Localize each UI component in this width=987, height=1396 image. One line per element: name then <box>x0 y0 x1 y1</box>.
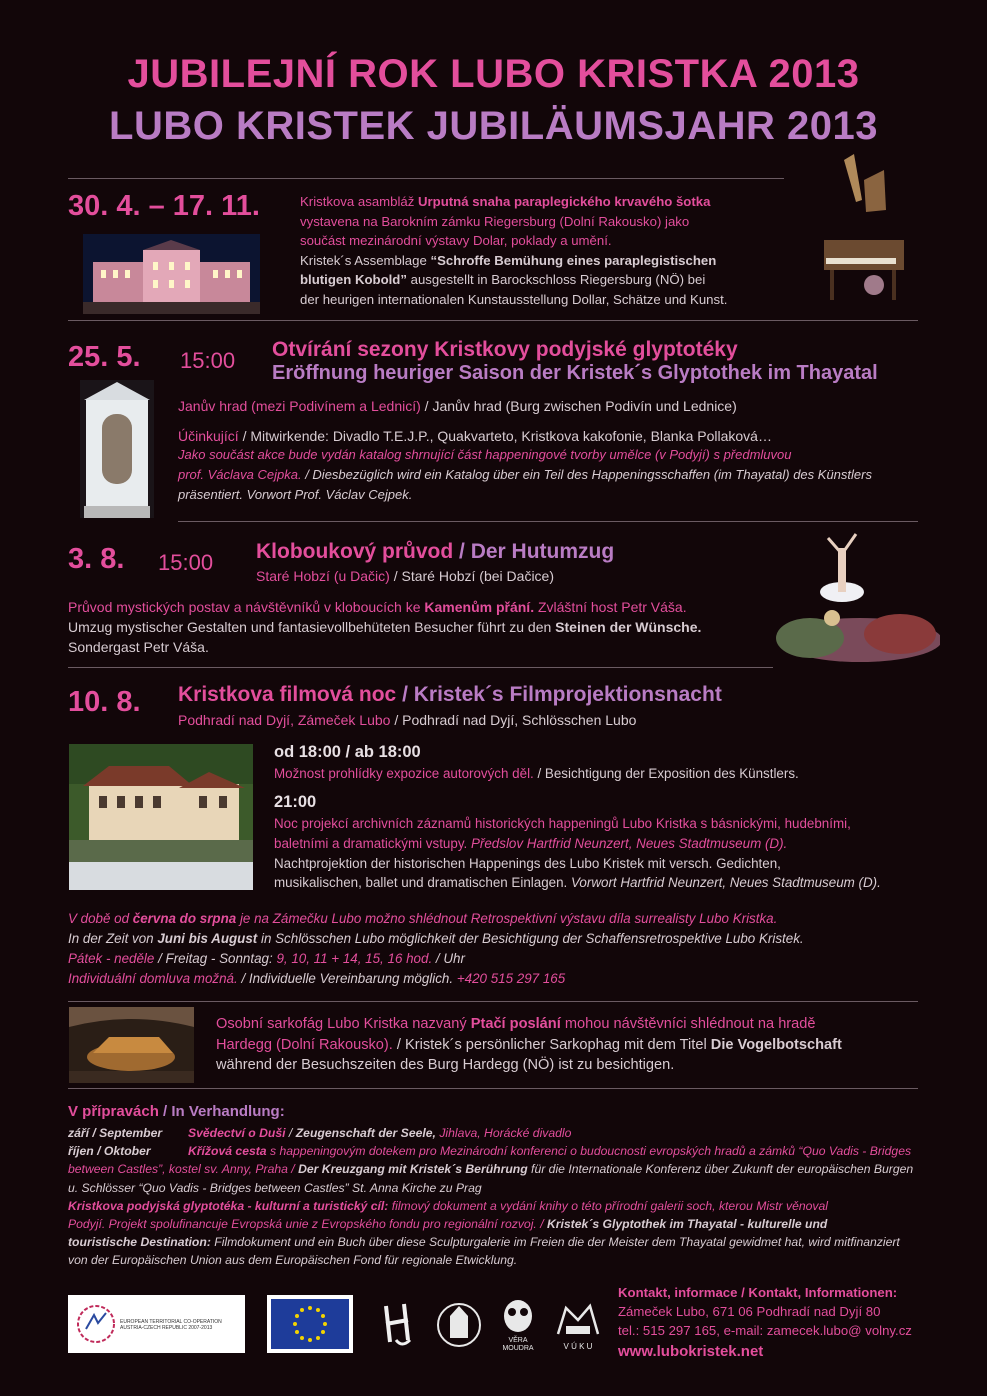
event4-time2: 21:00 <box>274 793 317 811</box>
place-de: / Janův hrad (Burg zwischen Podivín und Lednice) <box>420 398 737 414</box>
text: between Castles”, kostel sv. Anny, Praha / <box>68 1162 299 1177</box>
text: Jihlava, Horácké divadlo <box>435 1126 572 1140</box>
eu-flag-logo <box>267 1295 353 1353</box>
contact-block <box>618 1283 918 1361</box>
event2-title-cz: Otvírání sezony Kristkovy podyjské glyptotéky <box>272 338 738 361</box>
divider <box>178 521 918 522</box>
text: Svědectví o Duši <box>188 1126 286 1140</box>
divider <box>68 667 773 668</box>
text: / Kristek´s persönlicher Sarkophag mit dem Titel <box>392 1036 711 1053</box>
text: / Besichtigung der Exposition des Künstlers. <box>533 766 799 781</box>
place-cz: Janův hrad (mezi Podivínem a Lednicí) <box>178 398 421 414</box>
artwork-title-de: blutigen Kobold” <box>300 272 407 287</box>
title-german: LUBO KRISTEK JUBILÄUMSJAHR 2013 <box>109 104 878 148</box>
text: während der Besuchszeiten des Burg Hardegg (NÖ) ist zu besichtigen. <box>216 1057 675 1073</box>
text: Individuální domluva možná. <box>68 971 238 986</box>
text: Noc projekcí archivních záznamů historických happeningů Lubo Kristka s básnickými, hudebními, <box>274 816 851 831</box>
text: präsentiert. Vorwort Prof. Václav Cejpek. <box>178 487 413 502</box>
event4-title <box>178 683 722 707</box>
etc-programme-logo <box>68 1295 245 1353</box>
text: Křížová cesta <box>188 1144 267 1159</box>
text: června do srpna <box>132 911 237 926</box>
text: Kristek´s Glyptothek im Thayatal - kulturelle und <box>546 1217 828 1232</box>
logo-text: V Ú K U <box>563 1342 593 1351</box>
text: prof. Václava Cejpka. <box>178 467 302 482</box>
text: für die Internationale Konferenz über Zukunft der europäischen Burgen <box>527 1162 914 1177</box>
vuku-logo <box>552 1300 604 1354</box>
title-cz: Kristkova filmová noc <box>178 683 397 706</box>
ballerina-sculpture-photo <box>770 530 940 666</box>
event4-time1: od 18:00 / ab 18:00 <box>274 743 421 761</box>
event2-place <box>178 396 918 417</box>
event2-catalog <box>178 445 918 505</box>
text: Die Vogelbotschaft <box>710 1036 842 1053</box>
month: říjen / Oktober <box>68 1144 151 1159</box>
logo-text: AUSTRIA-CZECH REPUBLIC 2007-2013 <box>120 1325 213 1331</box>
text: Kamenům přání. <box>424 599 535 615</box>
preparation-list <box>68 1124 920 1270</box>
text: Zeugenschaft der Seele, <box>295 1126 436 1140</box>
event2-time: 15:00 <box>180 348 236 373</box>
event2-performers <box>178 426 918 447</box>
text: musikalischen, ballet und dramatischen Einlagen. <box>274 875 568 891</box>
text: / Diesbezüglich wird ein Katalog über ein Teil des Happeningsschaffen (im Thayatal) des Künstlers <box>301 467 872 482</box>
text: u. Schlösser “Quo Vadis - Bridges between Castles” St. Anna Kirche zu Prag <box>68 1180 482 1195</box>
retrospective-info <box>68 909 928 989</box>
place-de: / Staré Hobzí (bei Dačice) <box>389 568 554 584</box>
divider <box>68 1088 918 1089</box>
text: Hardegg (Dolní Rakousko). <box>216 1036 393 1053</box>
event1-text <box>300 192 820 309</box>
event4-time2-desc <box>274 814 918 893</box>
text: Podyjí. Projekt spolufinancuje Evropská unie z Evropského fondu pro regionální rozvoj. / <box>68 1217 547 1232</box>
text: Kristek´s Assemblage <box>300 252 431 268</box>
text: Juni bis August <box>157 931 258 946</box>
event2-title-de: Eröffnung heuriger Saison der Kristek´s Glyptothek im Thayatal <box>272 362 878 384</box>
text: touristische Destination: <box>68 1235 211 1250</box>
text: Kristkova asambláž <box>300 194 418 209</box>
text: / Freitag - Sonntag: <box>154 951 277 966</box>
event2-date: 25. 5. <box>68 341 141 373</box>
place-cz: Staré Hobzí (u Dačic) <box>256 568 390 584</box>
text: V přípravách <box>68 1103 159 1120</box>
text: mohou návštěvníci shlédnout na hradě <box>560 1016 816 1032</box>
artwork-title-cz: Urputná snaha paraplegického krvavého šotka <box>418 194 711 209</box>
text: Osobní sarkofág Lubo Kristka nazvaný <box>216 1016 471 1032</box>
text: / Uhr <box>432 951 465 966</box>
text: Ptačí poslání <box>470 1016 561 1032</box>
place-cz: Podhradí nad Dyjí, Zámeček Lubo <box>178 712 391 728</box>
chapel-photo <box>80 380 154 518</box>
sarcophag-photo <box>69 1007 194 1083</box>
logo-text: MOUDRA <box>502 1345 534 1352</box>
hj-logo <box>380 1300 416 1348</box>
text: baletními a dramatickými vstupy. <box>274 835 468 851</box>
divider <box>68 1001 918 1002</box>
text: součást mezinárodní výstavy Dolar, poklady a umění. <box>300 233 612 248</box>
title-de: / Der Hutumzug <box>453 540 615 563</box>
text: von der Europäischen Union aus dem Europäischen Fond für regionale Etwicklung. <box>68 1253 518 1268</box>
artwork-title-de: “Schroffe Bemühung eines paraplegistischen <box>430 252 717 268</box>
logo-text: EUROPEAN TERRITORIAL CO-OPERATION <box>120 1319 222 1325</box>
preparation-heading <box>68 1103 285 1120</box>
text: V době od <box>68 911 133 926</box>
text: der heurigen internationalen Kunstausstellung Dollar, Schätze und Kunst. <box>300 291 728 307</box>
text: Pátek - neděle <box>68 951 155 966</box>
zamecek-lubo-photo <box>69 744 253 890</box>
text: vystavena na Barokním zámku Riegersburg (Dolní Rakousko) jako <box>300 213 690 229</box>
month: září / September <box>68 1126 163 1140</box>
place-de: / Podhradí nad Dyjí, Schlösschen Lubo <box>390 712 637 728</box>
text: Zvláštní host Petr Váša. <box>534 599 687 615</box>
text: Možnost prohlídky expozice autorových děl. <box>274 766 534 781</box>
logo-text: VĚRA <box>508 1337 528 1344</box>
event3-place <box>256 566 554 587</box>
piano-sculpture-photo <box>814 150 910 310</box>
phone-number: +420 515 297 165 <box>453 971 566 986</box>
event3-date: 3. 8. <box>68 543 125 575</box>
text: Nachtprojektion der historischen Happenings des Lubo Kristek mit versch. Gedichten, <box>274 855 781 871</box>
event1-date: 30. 4. – 17. 11. <box>68 190 260 222</box>
title-cz: Kloboukový průvod <box>256 540 454 563</box>
event4-date: 10. 8. <box>68 686 141 718</box>
website-link[interactable]: www.lubokristek.net <box>618 1343 764 1360</box>
text: / <box>285 1126 296 1140</box>
text: in Schlösschen Lubo möglichkeit der Besichtigung der Schaffensretrospektive Lubo Kristek. <box>257 931 804 946</box>
contact-heading: Kontakt, informace / Kontakt, Informationen: <box>618 1285 898 1300</box>
vera-moudra-logo <box>496 1298 540 1354</box>
text: 9, 10, 11 + 14, 15, 16 hod. <box>276 951 433 966</box>
text: Předslov Hartfrid Neunzert, Neues Stadtmuseum (D). <box>467 835 788 851</box>
event3-description <box>68 597 768 657</box>
contact-phone[interactable]: tel.: 515 297 165, e-mail: zamecek.lubo@ volny.cz <box>618 1323 912 1338</box>
castle-emblem-logo <box>436 1298 482 1352</box>
title-czech: JUBILEJNÍ ROK LUBO KRISTKA 2013 <box>127 52 860 96</box>
text: Sondergast Petr Váša. <box>68 639 209 655</box>
event3-title <box>256 540 614 564</box>
text: Steinen der Wünsche. <box>555 619 702 635</box>
event4-time1-desc <box>274 764 799 784</box>
title-de: / Kristek´s Filmprojektionsnacht <box>396 683 722 706</box>
divider <box>68 320 918 321</box>
divider <box>68 178 784 179</box>
castle-riegersburg-photo <box>83 234 260 314</box>
event3-time: 15:00 <box>158 550 214 575</box>
text: Jako součást akce bude vydán katalog shrnující část happeningové tvorby umělce (v Podyjí) s předmluvou <box>178 447 792 462</box>
text: je na Zámečku Lubo možno shlédnout Retrospektivní výstavu díla surrealisty Lubo Kristka. <box>236 911 778 926</box>
contact-address: Zámeček Lubo, 671 06 Podhradí nad Dyjí 80 <box>618 1304 881 1319</box>
text: Kristkova podyjská glyptotéka - kulturní a turistický cíl: <box>68 1198 389 1213</box>
text: / Mitwirkende: Divadlo T.E.J.P., Quakvarteto, Kristkova kakofonie, Blanka Pollaková… <box>238 428 772 444</box>
text: Průvod mystických postav a návštěvníků v kloboucích ke <box>68 599 425 615</box>
text: Der Kreuzgang mit Kristek´s Berührung <box>298 1162 528 1177</box>
text: Účinkující <box>178 428 239 444</box>
text: / In Verhandlung: <box>158 1103 285 1120</box>
text: s happeningovým dotekem pro Mezinárodní konferenci o budoucnosti evropských hradů a zámků “Quo Vadis - Bridges <box>266 1144 912 1159</box>
text: filmový dokument a vydání knihy o této přírodní galerii soch, kterou Mistr věnoval <box>388 1198 828 1213</box>
text: Umzug mystischer Gestalten und fantasievollbehüteten Besucher führt zu den <box>68 619 556 635</box>
sarcophag-text <box>216 1014 918 1076</box>
text: ausgestellt in Barockschloss Riegersburg (NÖ) bei <box>406 272 706 287</box>
text: Vorwort Hartfrid Neunzert, Neues Stadtmuseum (D). <box>567 875 881 891</box>
text: Filmdokument und ein Buch über diese Sculpturgalerie im Freien die der Meister dem Thayatal gewidmet hat, wird mitfinanziert <box>210 1235 900 1250</box>
event4-place <box>178 710 636 731</box>
text: In der Zeit von <box>68 931 158 946</box>
text: / Individuelle Vereinbarung möglich. <box>237 971 454 986</box>
